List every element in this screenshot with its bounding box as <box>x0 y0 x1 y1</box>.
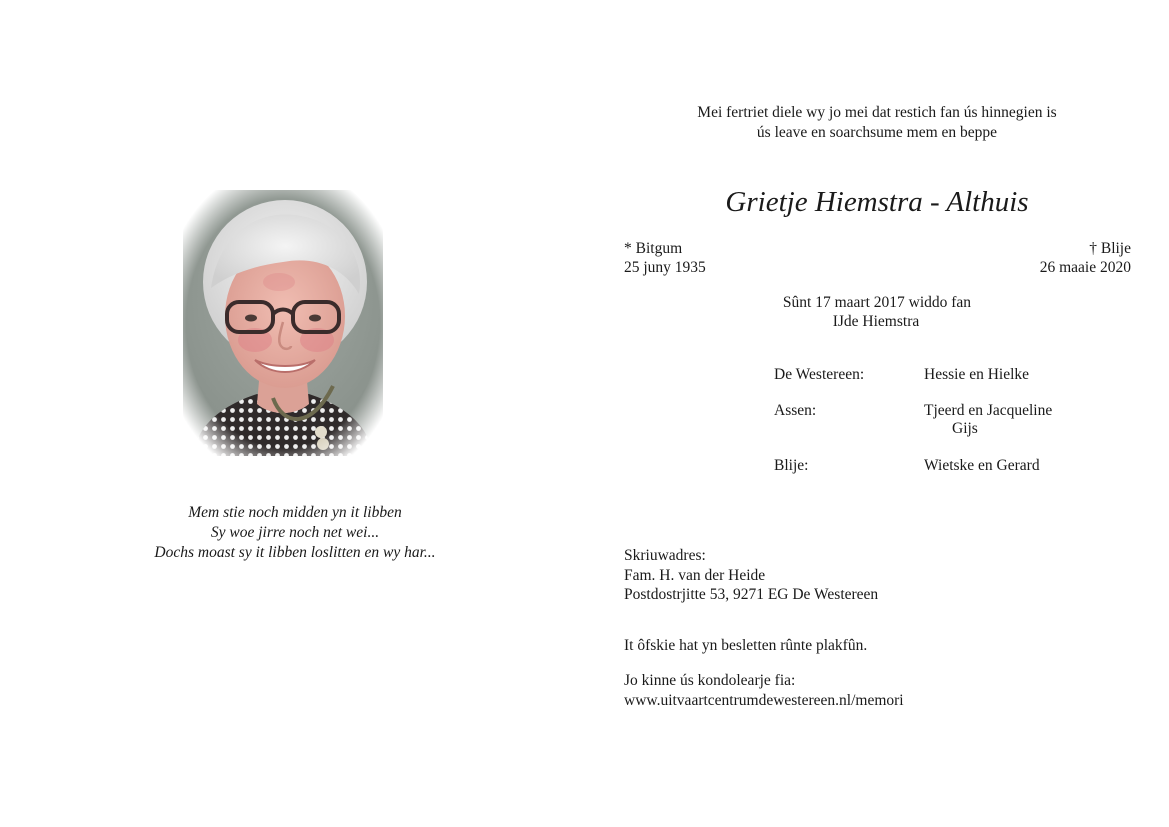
portrait-photo <box>183 190 383 456</box>
announcement-intro <box>620 103 1134 143</box>
intro-line-1: Mei fertriet diele wy jo mei dat restich fan ús hinnegien is <box>697 104 1057 121</box>
poem <box>110 503 480 563</box>
condolence-url[interactable]: www.uitvaartcentrumdewestereen.nl/memori <box>624 691 904 709</box>
widow-line-1: Sûnt 17 maart 2017 widdo fan <box>782 294 972 311</box>
widow-note <box>620 293 1134 331</box>
intro-line-2: ús leave en soarchsume mem en beppe <box>756 124 998 141</box>
poem-line-3: Dochs moast sy it libben loslitten en wy har... <box>154 544 436 561</box>
death-date: 26 maaie 2020 <box>1039 259 1131 276</box>
family-names: Tjeerd en Jacqueline <box>924 402 1053 419</box>
widow-line-2: IJde Hiemstra <box>832 313 920 330</box>
family-place: De Westereen: <box>774 366 865 383</box>
family-names: Wietske en Gerard <box>924 457 1040 474</box>
family-place: Blije: <box>774 457 809 474</box>
address-line-1: Fam. H. van der Heide <box>624 566 766 584</box>
address-line-2: Postdostrjitte 53, 9271 EG De Westereen <box>624 586 879 603</box>
poem-line-1: Mem stie noch midden yn it libben <box>188 504 402 521</box>
poem-line-2: Sy woe jirre noch net wei... <box>210 524 380 541</box>
correspondence-address <box>624 546 878 605</box>
funeral-note: It ôfskie hat yn besletten rûnte plakfûn. <box>624 637 868 654</box>
death-place: † Blije <box>1089 240 1131 257</box>
family-grandchild: Gijs <box>952 420 978 437</box>
deceased-name: Grietje Hiemstra - Althuis <box>725 186 1029 218</box>
condolence-label: Jo kinne ús kondolearje fia: <box>624 672 796 689</box>
family-names: Hessie en Hielke <box>924 366 1030 383</box>
condolence-info <box>624 671 904 710</box>
family-place: Assen: <box>774 402 817 419</box>
birth-date: 25 juny 1935 <box>624 259 706 276</box>
address-label: Skriuwadres: <box>624 547 706 564</box>
birth-place: * Bitgum <box>624 240 683 257</box>
portrait-icon <box>183 190 383 456</box>
